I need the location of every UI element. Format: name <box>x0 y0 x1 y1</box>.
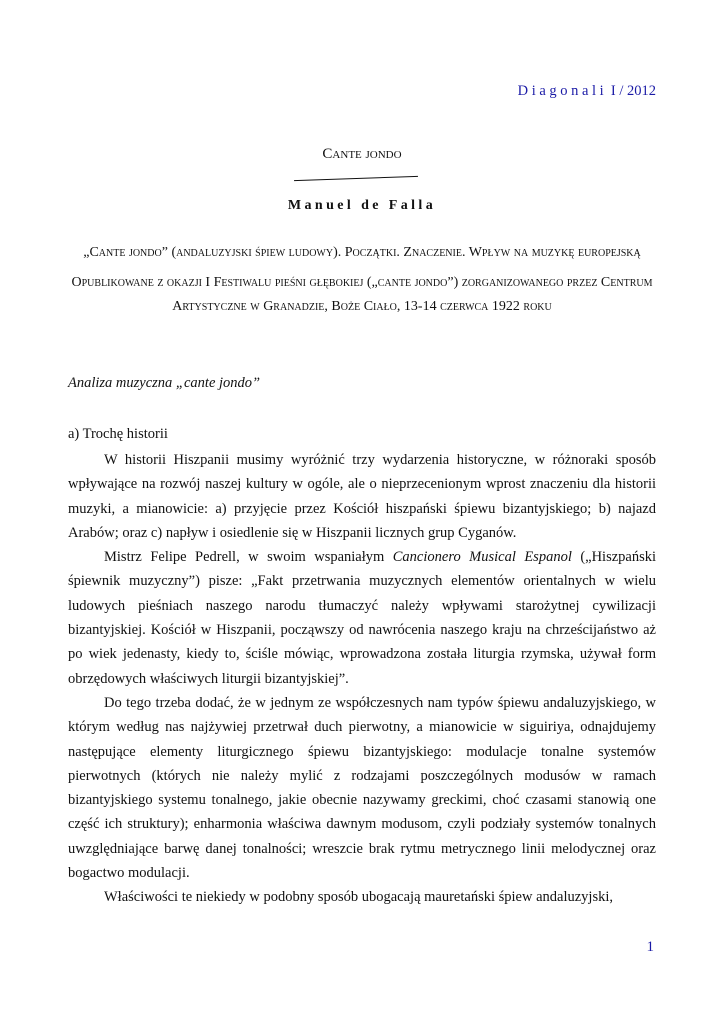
journal-name: Diagonali <box>517 83 608 99</box>
page-number: 1 <box>646 939 654 955</box>
paragraph-2 <box>68 545 656 691</box>
subtitle-line-3: Artystyczne w Granadzie, Boże Ciało, 13-14 czerwca 1922 roku <box>172 299 552 314</box>
article-author: Manuel de Falla <box>287 198 437 213</box>
subtitle-line-2: Opublikowane z okazji I Festiwalu pieśni głębokiej („cante jondo”) zorganizowanego przez Centrum <box>71 275 653 290</box>
section-title: Analiza muzyczna „cante jondo” <box>68 375 261 391</box>
title-divider <box>294 176 418 181</box>
journal-issue: I / 2012 <box>610 83 656 99</box>
subsection-title: a) Trochę historii <box>68 426 168 442</box>
paragraph-2-start: Mistrz Felipe Pedrell, w swoim wspaniałym <box>104 549 393 566</box>
paragraph-1: W historii Hiszpanii musimy wyróżnić trzy wydarzenia historyczne, w różnoraki sposób wpływające na rozwój naszej kultury w ogóle, ale o nieprzecenionym wprost znaczeniu dla historii muzyki, a mianowicie: a) przyjęcie przez Kościół hiszpański śpiewu bizantyjskiego; b) najazd Arabów; oraz c) napływ i osiedlenie się w Hiszpanii licznych grup Cyganów. <box>68 452 656 541</box>
book-title: Cancionero Musical Espanol <box>392 549 572 566</box>
article-body <box>68 448 656 910</box>
subtitle-line-1: „Cante jondo” (andaluzyjski śpiew ludowy). Początki. Znaczenie. Wpływ na muzykę europejską <box>83 245 641 260</box>
paragraph-4: Właściwości te niekiedy w podobny sposób ubogacają mauretański śpiew andaluzyjski, <box>104 889 613 906</box>
paragraph-3: Do tego trzeba dodać, że w jednym ze współczesnych nam typów śpiewu andaluzyjskiego, w którym według nas najżywiej przetrwał duch pierwotny, a mianowicie w siguiriya, odnajdujemy następujące elementy liturgicznego śpiewu bizantyjskiego: modulacje tonalne systemów pierwotnych (których nie należy mylić z rodzajami poszczególnych modusów w ramach bizantyjskiego systemu tonalnego, jakie obecnie nazywamy greckimi, choć czasami stanowią one część ich struktury); enharmonia właściwa dawnym modusom, czyli podziały systemów tonalnych uwzględniające barwę danej tonalności; wreszcie brak rytmu metrycznego linii melodycznej oraz bogactwo modulacji. <box>68 694 656 882</box>
paragraph-2-rest: („Hiszpański śpiewnik muzyczny”) pisze: „Fakt przetrwania muzycznych elementów orientalnych w wielu ludowych pieśniach naszego narodu tłumaczyć należy wpływami starożytnej cywilizacji bizantyjskiej. Kościół w Hiszpanii, począwszy od nawrócenia naszego kraju na chrześcijaństwo aż po wiek jedenasty, kiedy to, ściśle mówiąc, wprowadzona została liturgia rzymska, używał form obrzędowych właściwych liturgii bizantyjskiej”. <box>68 549 657 687</box>
article-title: Cante jondo <box>322 146 402 162</box>
journal-header <box>518 83 656 100</box>
